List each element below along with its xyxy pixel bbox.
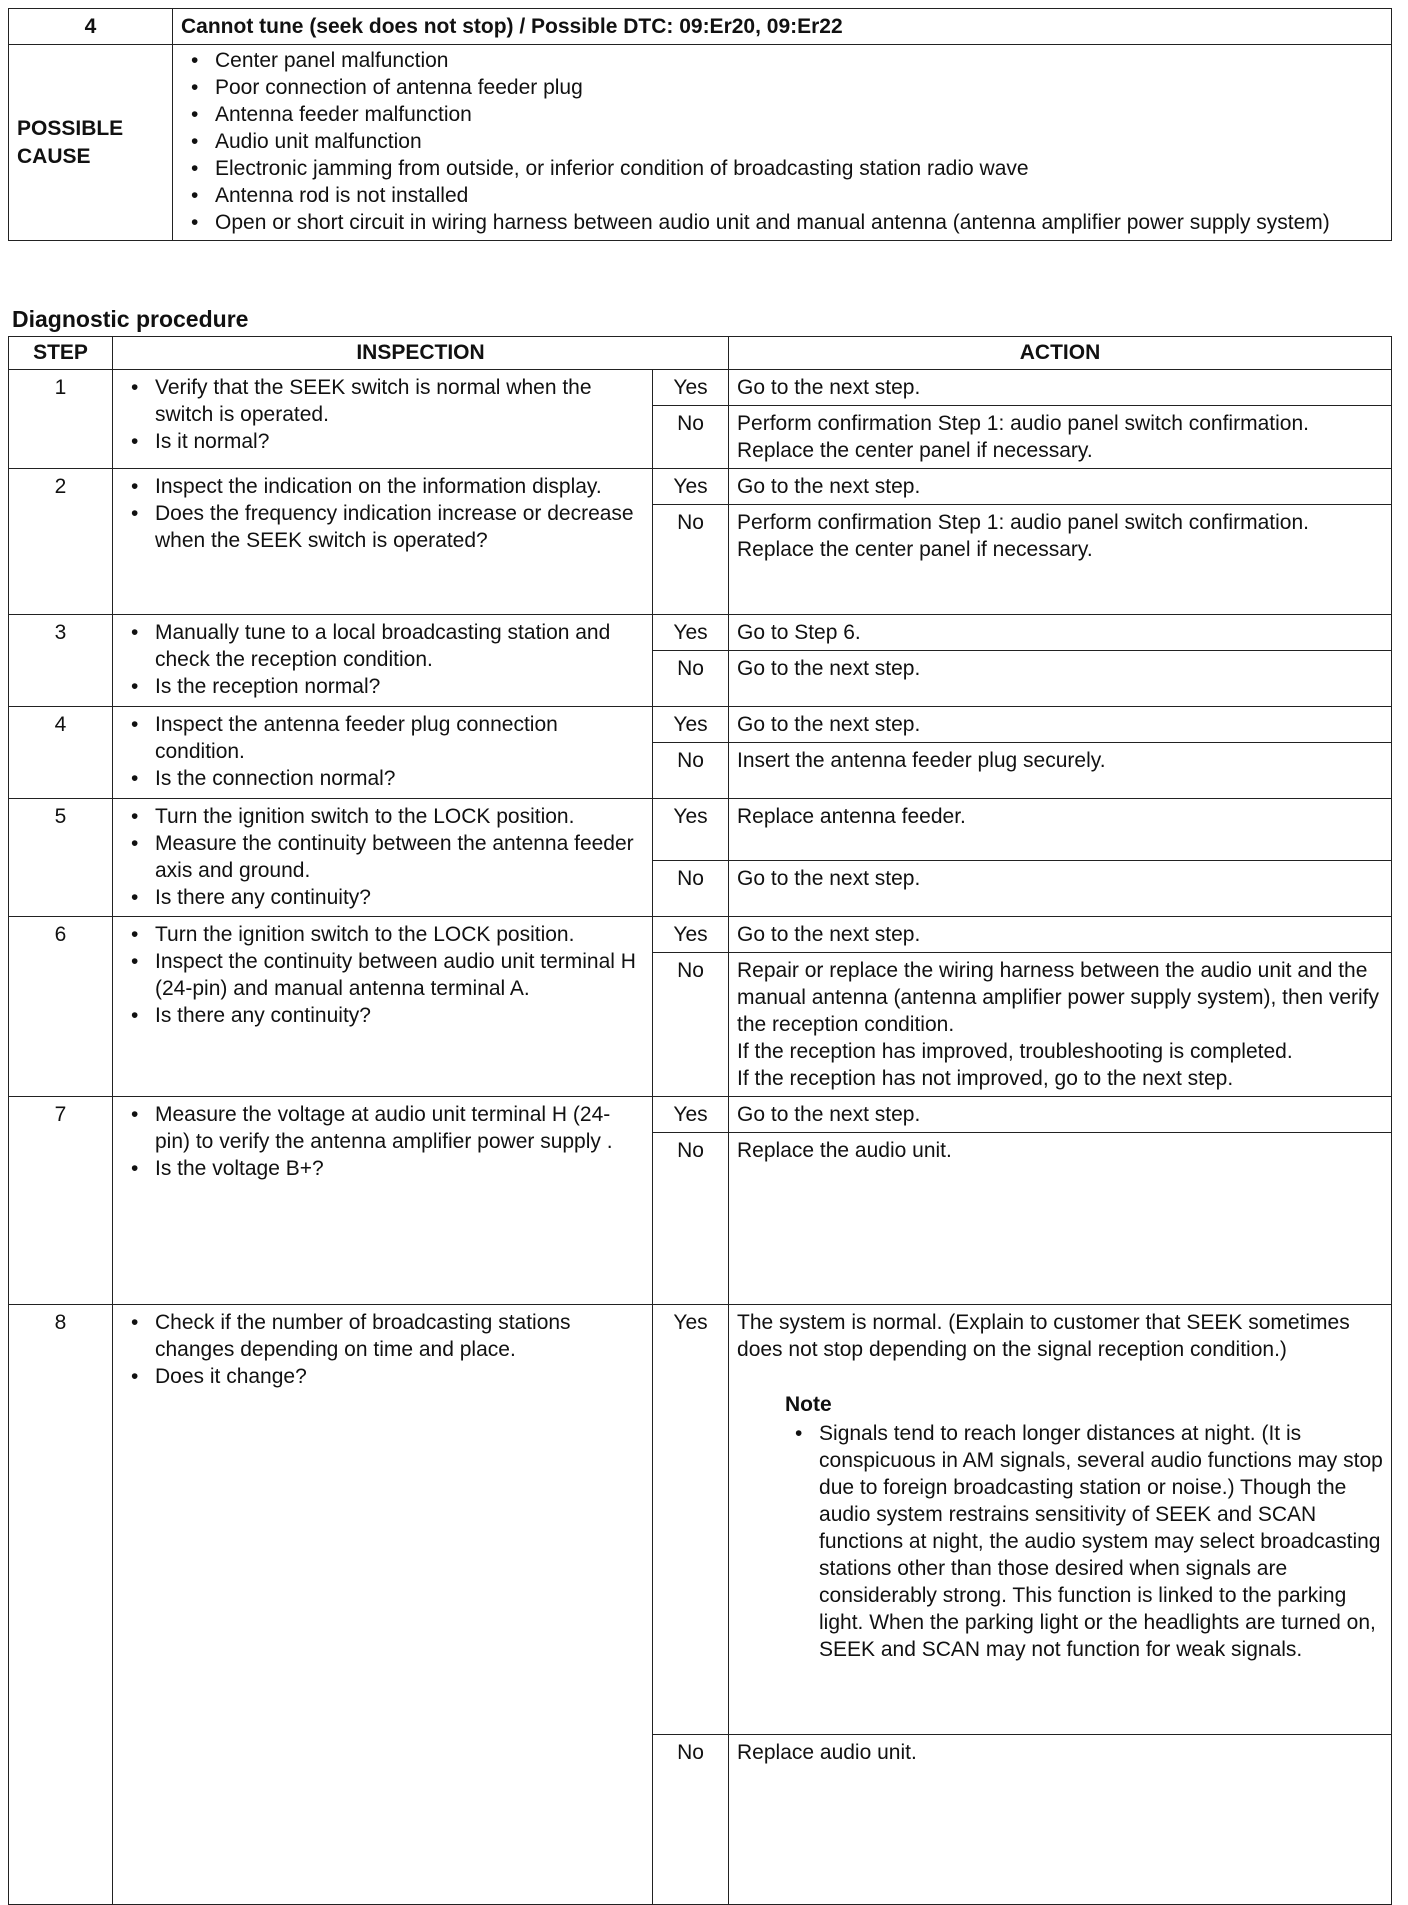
- table-row: [9, 1305, 1392, 1735]
- no-label: No: [653, 861, 729, 917]
- possible-cause-list-cell: [173, 45, 1392, 241]
- no-label: No: [653, 406, 729, 469]
- no-action: Go to the next step.: [729, 651, 1392, 707]
- inspection-item: • Is the connection normal?: [155, 765, 644, 792]
- no-label: No: [653, 743, 729, 799]
- no-action: Repair or replace the wiring harness between the audio unit and the manual antenna (antenna amplifier power supply system), then verify the reception condition.: [737, 959, 1380, 1036]
- possible-cause-table: [8, 8, 1392, 241]
- inspection-item: • Measure the continuity between the antenna feeder axis and ground.: [155, 830, 644, 884]
- yes-action: Replace antenna feeder.: [729, 799, 1392, 861]
- table-header-row: [9, 337, 1392, 370]
- yes-action: Go to the next step.: [729, 469, 1392, 505]
- yes-action: Go to the next step.: [729, 707, 1392, 743]
- yes-label: Yes: [653, 615, 729, 651]
- note-block: [785, 1391, 1383, 1663]
- step-number: 6: [9, 917, 113, 1097]
- no-action: Perform confirmation Step 1: audio panel switch confirmation. Replace the center panel if necessary.: [729, 406, 1392, 469]
- step-number: 4: [9, 707, 113, 799]
- note-text: • Signals tend to reach longer distances at night. (It is conspicuous in AM signals, several audio functions may stop due to foreign broadcasting station or noise.) Though the audio system restrains sensitivity of SEEK and SCAN functions at night, the audio system may select broadcasting stations other than those desired when signals are considerably strong. This function is linked to the parking light. When the parking light or the headlights are turned on, SEEK and SCAN may not function for weak signals.: [819, 1420, 1383, 1663]
- inspection-cell: [113, 370, 653, 469]
- inspection-item: • Inspect the antenna feeder plug connection condition.: [155, 711, 644, 765]
- inspection-cell: [113, 707, 653, 799]
- inspection-cell: [113, 469, 653, 615]
- cause-item: • Audio unit malfunction: [215, 128, 1383, 155]
- no-action-not-improved: If the reception has not improved, go to the next step.: [737, 1067, 1234, 1090]
- inspection-item: • Turn the ignition switch to the LOCK position.: [155, 921, 644, 948]
- no-label: No: [653, 1133, 729, 1305]
- yes-label: Yes: [653, 469, 729, 505]
- yes-label: Yes: [653, 707, 729, 743]
- cause-item: • Center panel malfunction: [215, 47, 1383, 74]
- yes-action: Go to the next step.: [729, 917, 1392, 953]
- diagnostic-procedure-table: [8, 336, 1392, 1905]
- yes-action-cell: [729, 1305, 1392, 1735]
- inspection-item: • Is there any continuity?: [155, 884, 644, 911]
- step-number: 7: [9, 1097, 113, 1305]
- inspection-cell: [113, 1097, 653, 1305]
- inspection-item: • Does it change?: [155, 1363, 644, 1390]
- table-row: [9, 469, 1392, 505]
- yes-label: Yes: [653, 370, 729, 406]
- diagnostic-procedure-heading: Diagnostic procedure: [12, 306, 249, 332]
- step-number: 2: [9, 469, 113, 615]
- inspection-item: • Inspect the indication on the information display.: [155, 473, 644, 500]
- note-title: Note: [785, 1393, 832, 1416]
- table-row: [9, 370, 1392, 406]
- no-label: No: [653, 651, 729, 707]
- inspection-item: • Manually tune to a local broadcasting station and check the reception condition.: [155, 619, 644, 673]
- inspection-item: • Verify that the SEEK switch is normal when the switch is operated.: [155, 374, 644, 428]
- symptom-title: Cannot tune (seek does not stop) / Possible DTC: 09:Er20, 09:Er22: [173, 9, 1392, 45]
- table-row: [9, 1097, 1392, 1133]
- inspection-item: • Turn the ignition switch to the LOCK position.: [155, 803, 644, 830]
- no-action-improved: If the reception has improved, troubleshooting is completed.: [737, 1040, 1293, 1063]
- yes-label: Yes: [653, 1305, 729, 1735]
- no-label: No: [653, 1735, 729, 1905]
- possible-cause-label-line1: POSSIBLE: [17, 116, 124, 140]
- possible-cause-label-line2: CAUSE: [17, 144, 91, 168]
- no-action-cell: [729, 953, 1392, 1097]
- no-action: Replace audio unit.: [729, 1735, 1392, 1905]
- inspection-item: • Is there any continuity?: [155, 1002, 644, 1029]
- table-row: [9, 707, 1392, 743]
- no-action: Replace the audio unit.: [729, 1133, 1392, 1305]
- inspection-cell: [113, 917, 653, 1097]
- yes-action: Go to the next step.: [729, 1097, 1392, 1133]
- no-label: No: [653, 953, 729, 1097]
- table-row: [9, 799, 1392, 861]
- no-action: Perform confirmation Step 1: audio panel switch confirmation. Replace the center panel if necessary.: [729, 505, 1392, 615]
- yes-action: Go to the next step.: [729, 370, 1392, 406]
- inspection-cell: [113, 1305, 653, 1905]
- no-label: No: [653, 505, 729, 615]
- possible-cause-label: [9, 45, 173, 241]
- step-number: 1: [9, 370, 113, 469]
- step-number: 3: [9, 615, 113, 707]
- inspection-cell: [113, 615, 653, 707]
- inspection-item: • Is it normal?: [155, 428, 644, 455]
- symptom-number: 4: [9, 9, 173, 45]
- table-row: [9, 917, 1392, 953]
- no-action: Insert the antenna feeder plug securely.: [729, 743, 1392, 799]
- yes-label: Yes: [653, 799, 729, 861]
- no-action: Go to the next step.: [729, 861, 1392, 917]
- cause-item: • Electronic jamming from outside, or inferior condition of broadcasting station radio wave: [215, 155, 1383, 182]
- inspection-cell: [113, 799, 653, 917]
- header-action: ACTION: [729, 337, 1392, 370]
- cause-item: • Poor connection of antenna feeder plug: [215, 74, 1383, 101]
- table-row: [9, 615, 1392, 651]
- cause-item: • Antenna rod is not installed: [215, 182, 1383, 209]
- inspection-item: • Is the reception normal?: [155, 673, 644, 700]
- inspection-item: • Check if the number of broadcasting stations changes depending on time and place.: [155, 1309, 644, 1363]
- inspection-item: • Is the voltage B+?: [155, 1155, 644, 1182]
- header-step: STEP: [9, 337, 113, 370]
- inspection-item: • Inspect the continuity between audio unit terminal H (24-pin) and manual antenna terminal A.: [155, 948, 644, 1002]
- step-number: 5: [9, 799, 113, 917]
- yes-action: Go to Step 6.: [729, 615, 1392, 651]
- possible-cause-list: [181, 47, 1383, 236]
- step-number: 8: [9, 1305, 113, 1905]
- yes-action: The system is normal. (Explain to customer that SEEK sometimes does not stop depending on the signal reception condition.): [737, 1311, 1350, 1361]
- cause-item: • Open or short circuit in wiring harness between audio unit and manual antenna (antenna amplifier power supply system): [215, 209, 1383, 236]
- yes-label: Yes: [653, 1097, 729, 1133]
- yes-label: Yes: [653, 917, 729, 953]
- header-inspection: INSPECTION: [113, 337, 729, 370]
- inspection-item: • Measure the voltage at audio unit terminal H (24-pin) to verify the antenna amplifier power supply .: [155, 1101, 644, 1155]
- cause-item: • Antenna feeder malfunction: [215, 101, 1383, 128]
- inspection-item: • Does the frequency indication increase or decrease when the SEEK switch is operated?: [155, 500, 644, 554]
